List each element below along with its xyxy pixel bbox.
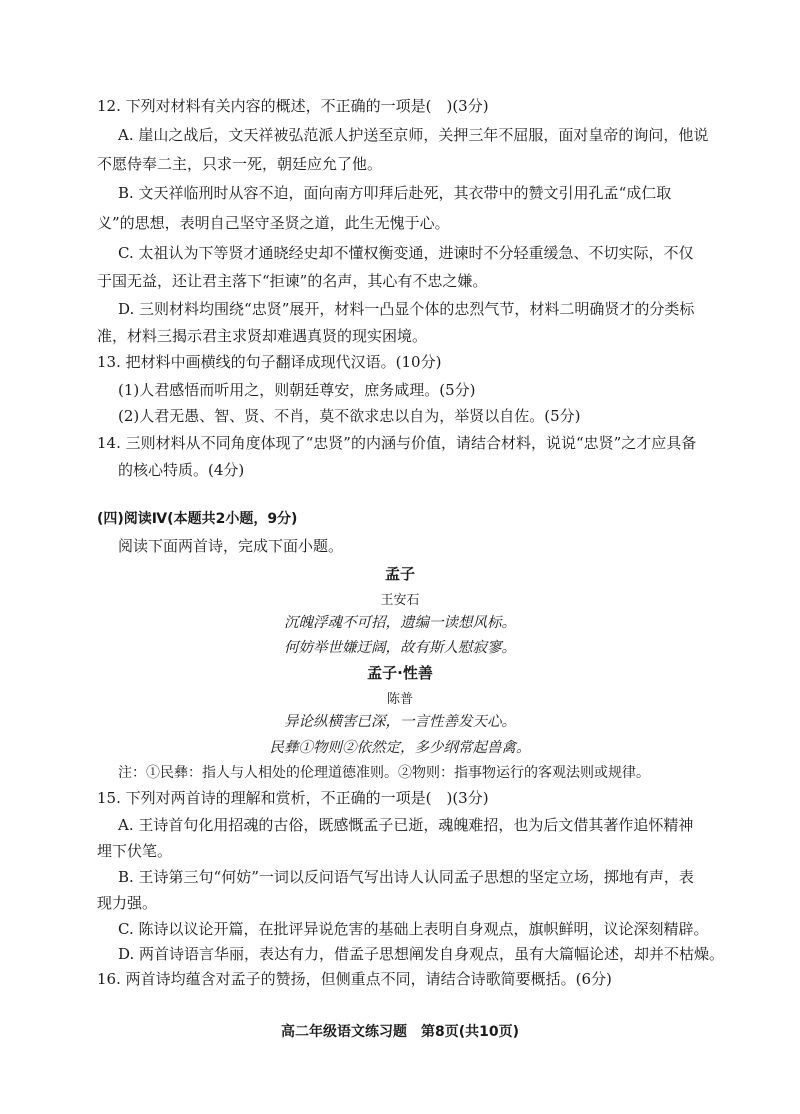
q15-option-d: D. 两首诗语言华丽，表达有力，借孟子思想阐发自身观点，虽有大篇幅论述，却并不枯燥。 xyxy=(118,945,725,963)
q15-option-c: C. 陈诗以议论开篇，在批评异说危害的基础上表明自身观点，旗帜鲜明，议论深刻精辟。 xyxy=(118,920,709,938)
poem1-line-1: 沉魄浮魂不可招，遗编一读想风标。 xyxy=(284,615,516,631)
poem-annotation: 注：①民彝：指人与人相处的伦理道德准则。②物则：指事物运行的客观法则或规律。 xyxy=(118,765,650,781)
q12-option-c-line1: C. 太祖认为下等贤才通晓经史却不懂权衡变通，进谏时不分轻重缓急、不切实际，不仅 xyxy=(118,244,694,262)
poem2-author: 陈普 xyxy=(386,692,413,707)
section-heading: (四)阅读Ⅳ(本题共2小题，9分) xyxy=(97,511,298,527)
q15-option-b-line1: B. 王诗第三句“何妨”一词以反问语气写出诗人认同孟子思想的坚定立场，掷地有声，表 xyxy=(118,868,694,886)
section-intro: 阅读下面两首诗，完成下面小题。 xyxy=(118,537,344,555)
q12-option-a-line2: 不愿侍奉二主，只求一死，朝廷应允了他。 xyxy=(97,155,383,173)
poem1-author: 王安石 xyxy=(380,593,420,608)
q15-option-a-line1: A. 王诗首句化用招魂的古俗，既感慨孟子已逝，魂魄难招，也为后文借其著作追怀精神 xyxy=(118,816,694,834)
q12-option-c-line2: 于国无益，还让君主落下“拒谏”的名声，其心有不忠之嫌。 xyxy=(97,272,488,290)
q12-option-d-line2: 准，材料三揭示君主求贤却难遇真贤的现实困境。 xyxy=(97,327,428,345)
q12-option-b-line2: 义”的思想，表明自己坚守圣贤之道，此生无愧于心。 xyxy=(97,214,450,232)
q16-stem: 16. 两首诗均蕴含对孟子的赞扬，但侧重点不同，请结合诗歌简要概括。(6分) xyxy=(97,970,612,988)
q15-stem: 15. 下列对两首诗的理解和赏析，不正确的一项是( )(3分) xyxy=(97,789,489,807)
q12-option-d-line1: D. 三则材料均围绕“忠贤”展开，材料一凸显个体的忠烈气节，材料二明确贤才的分类标 xyxy=(118,300,695,318)
q13-stem: 13. 把材料中画横线的句子翻译成现代汉语。(10分) xyxy=(97,353,442,371)
q13-sentence-2: (2)人君无愚、智、贤、不肖，莫不欲求忠以自为，举贤以自佐。(5分) xyxy=(118,407,581,425)
poem1-line-2: 何妨举世嫌迂阔，故有斯人慰寂寥。 xyxy=(284,640,516,656)
q15-option-b-line2: 现力强。 xyxy=(97,894,158,912)
q14-stem-line2: 的核心特质。(4分) xyxy=(118,461,245,479)
q12-stem: 12. 下列对材料有关内容的概述，不正确的一项是( )(3分) xyxy=(97,97,489,115)
page-footer: 高二年级语文练习题 第8页(共10页) xyxy=(280,1024,520,1040)
q13-sentence-1: (1)人君感悟而听用之，则朝廷尊安，庶务咸理。(5分) xyxy=(118,381,476,399)
q14-stem-line1: 14. 三则材料从不同角度体现了“忠贤”的内涵与价值，请结合材料，说说“忠贤”之才应具备 xyxy=(97,434,697,452)
poem1-title: 孟子 xyxy=(384,565,415,583)
q12-option-a-line1: A. 崖山之战后，文天祥被弘范派人护送至京师，关押三年不屈服，面对皇帝的询问，他说 xyxy=(118,126,709,144)
q12-option-b-line1: B. 文天祥临刑时从容不迫，面向南方叩拜后赴死，其衣带中的赞文引用孔孟“成仁取 xyxy=(118,184,672,202)
poem2-line-1: 异论纵横害已深，一言性善发天心。 xyxy=(284,714,516,730)
poem2-title: 孟子·性善 xyxy=(367,664,433,682)
poem2-line-2: 民彝①物则②依然定，多少纲常起兽禽。 xyxy=(269,740,531,756)
q15-option-a-line2: 埋下伏笔。 xyxy=(97,842,173,860)
